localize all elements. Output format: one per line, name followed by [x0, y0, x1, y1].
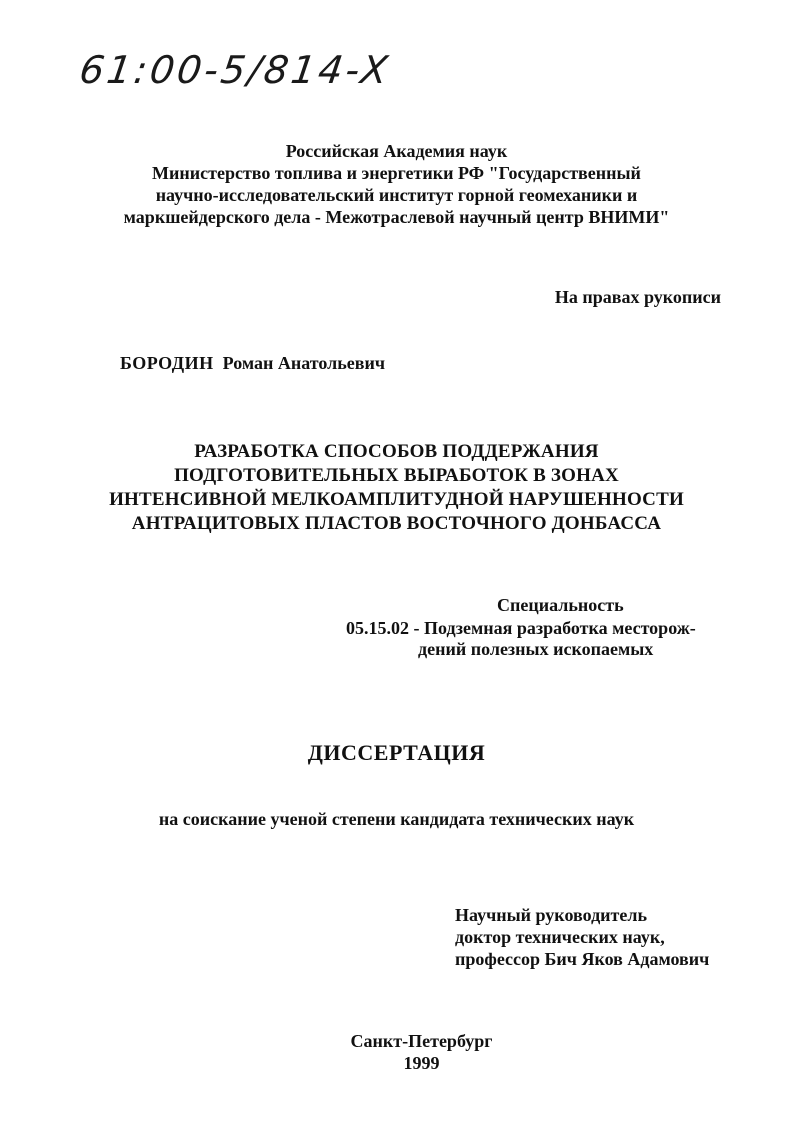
author-surname: БОРОДИН — [120, 353, 214, 373]
author — [120, 352, 385, 374]
supervisor-block — [455, 904, 709, 970]
organization-block — [0, 140, 793, 228]
organization-line: Министерство топлива и энергетики РФ "Государственный — [152, 163, 641, 183]
document-type: ДИССЕРТАЦИЯ — [307, 740, 486, 765]
year: 1999 — [403, 1053, 440, 1073]
specialty-continuation-line: дений полезных ископаемых — [418, 639, 654, 659]
title-line: ИНТЕНСИВНОЙ МЕЛКОАМПЛИТУДНОЙ НАРУШЕННОСТИ — [109, 489, 684, 510]
city: Санкт-Петербург — [350, 1031, 493, 1051]
archive-code: 61:00-5/814-X — [76, 48, 394, 92]
specialty-code-line: 05.15.02 - Подземная разработка месторож- — [346, 618, 696, 638]
degree-line: на соискание ученой степени кандидата технических наук — [158, 809, 635, 829]
title-line: ПОДГОТОВИТЕЛЬНЫХ ВЫРАБОТОК В ЗОНАХ — [174, 465, 619, 486]
dissertation-title — [0, 440, 793, 536]
rights-note: На правах рукописи — [554, 287, 721, 307]
organization-line: Российская Академия наук — [285, 141, 508, 161]
supervisor-line: Научный руководитель — [455, 905, 647, 925]
title-line: РАЗРАБОТКА СПОСОБОВ ПОДДЕРЖАНИЯ — [194, 441, 599, 462]
organization-line: научно-исследовательский институт горной геомеханики и — [155, 185, 638, 205]
specialty-label: Специальность — [497, 595, 624, 615]
supervisor-line: профессор Бич Яков Адамович — [455, 949, 710, 969]
title-line: АНТРАЦИТОВЫХ ПЛАСТОВ ВОСТОЧНОГО ДОНБАССА — [131, 513, 662, 534]
organization-line: маркшейдерского дела - Межотраслевой научный центр ВНИМИ" — [123, 207, 670, 227]
author-given-names: Роман Анатольевич — [222, 353, 386, 373]
place-year-block — [0, 1030, 793, 1074]
supervisor-line: доктор технических наук, — [455, 927, 665, 947]
